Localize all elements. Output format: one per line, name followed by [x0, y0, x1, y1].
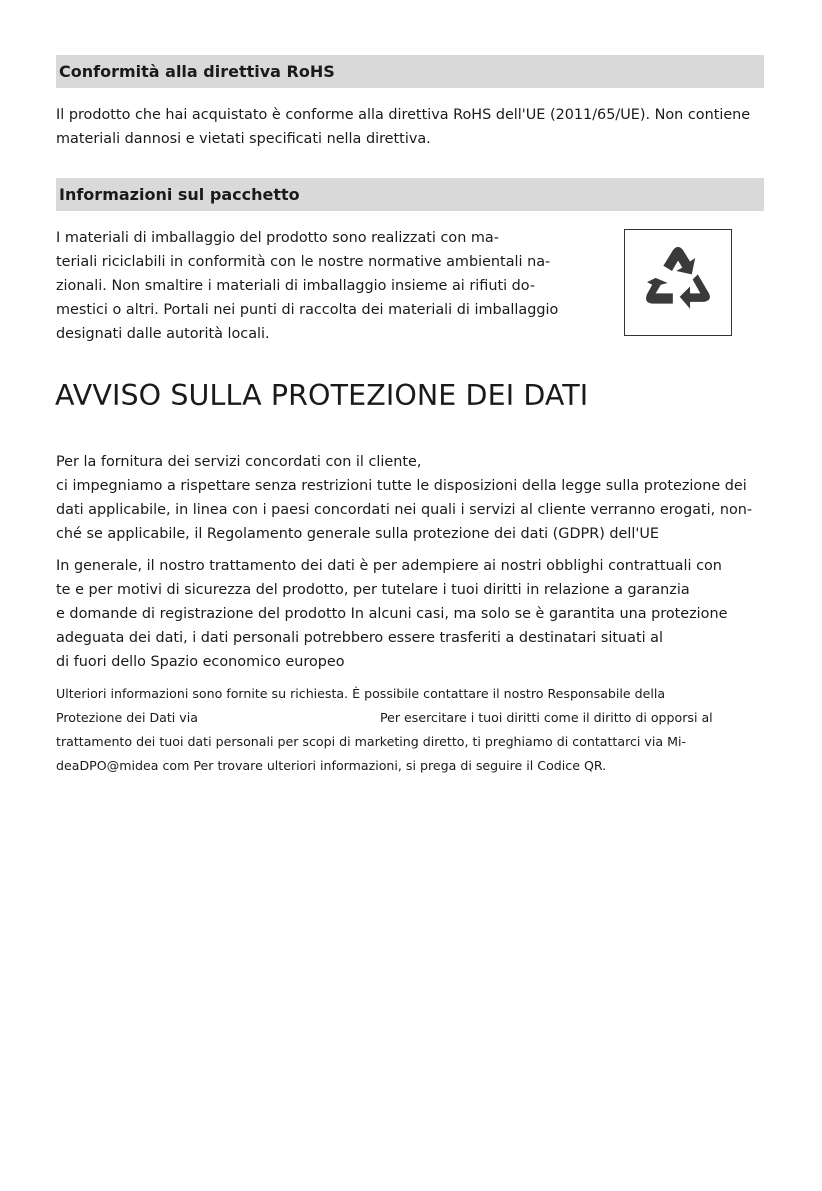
- privacy-line: adeguata dei dati, i dati personali potrebbero essere trasferiti a destinatari situati al: [56, 630, 663, 646]
- package-line: mestici o altri. Portali nei punti di raccolta dei materiali di imballaggio: [56, 302, 559, 318]
- package-line: teriali riciclabili in conformità con le nostre normative ambientali na-: [56, 254, 551, 270]
- package-heading: Informazioni sul pacchetto: [56, 178, 764, 211]
- privacy-paragraph-1: [56, 450, 752, 546]
- privacy-line: te e per motivi di sicurezza del prodotto, per tutelare i tuoi diritti in relazione a garanzia: [56, 582, 690, 598]
- package-line: designati dalle autorità locali.: [56, 326, 270, 342]
- privacy-line: ché se applicabile, il Regolamento generale sulla protezione dei dati (GDPR) dell'UE: [56, 526, 659, 542]
- rohs-paragraph: [56, 103, 750, 151]
- privacy-line: In generale, il nostro trattamento dei dati è per adempiere ai nostri obblighi contrattuali con: [56, 558, 722, 574]
- privacy-line: e domande di registrazione del prodotto In alcuni casi, ma solo se è garantita una protezione: [56, 606, 728, 622]
- privacy-line: di fuori dello Spazio economico europeo: [56, 654, 345, 670]
- privacy-title: AVVISO SULLA PROTEZIONE DEI DATI: [55, 379, 589, 412]
- privacy-line: dati applicabile, in linea con i paesi concordati nei quali i servizi al cliente verranno erogati, non-: [56, 502, 753, 518]
- privacy-line: deaDPO@midea com Per trovare ulteriori informazioni, si prega di seguire il Codice QR.: [56, 758, 607, 773]
- rohs-heading: Conformità alla direttiva RoHS: [56, 55, 764, 88]
- package-line: I materiali di imballaggio del prodotto sono realizzati con ma-: [56, 230, 499, 246]
- rights-text: Per esercitare i tuoi diritti come il diritto di opporsi al: [379, 710, 713, 725]
- privacy-line: [56, 706, 713, 730]
- package-paragraph: [56, 226, 558, 346]
- privacy-line: Per la fornitura dei servizi concordati con il cliente,: [56, 454, 422, 470]
- privacy-paragraph-2: [56, 554, 727, 674]
- recycle-symbol-box: [624, 229, 732, 336]
- recycle-icon: [635, 240, 721, 326]
- privacy-line: trattamento dei tuoi dati personali per scopi di marketing diretto, ti preghiamo di contattarci via Mi-: [56, 734, 687, 749]
- privacy-line: ci impegniamo a rispettare senza restrizioni tutte le disposizioni della legge sulla protezione dei: [56, 478, 747, 494]
- privacy-paragraph-3: [56, 682, 713, 778]
- privacy-line: Ulteriori informazioni sono fornite su richiesta. È possibile contattare il nostro Responsabile della: [56, 686, 666, 701]
- rohs-line: materiali dannosi e vietati specificati nella direttiva.: [56, 131, 431, 147]
- package-line: zionali. Non smaltire i materiali di imballaggio insieme ai rifiuti do-: [56, 278, 536, 294]
- rohs-line: Il prodotto che hai acquistato è conforme alla direttiva RoHS dell'UE (2011/65/UE). Non contiene: [56, 107, 751, 123]
- dpo-contact-label: Protezione dei Dati via: [56, 710, 198, 725]
